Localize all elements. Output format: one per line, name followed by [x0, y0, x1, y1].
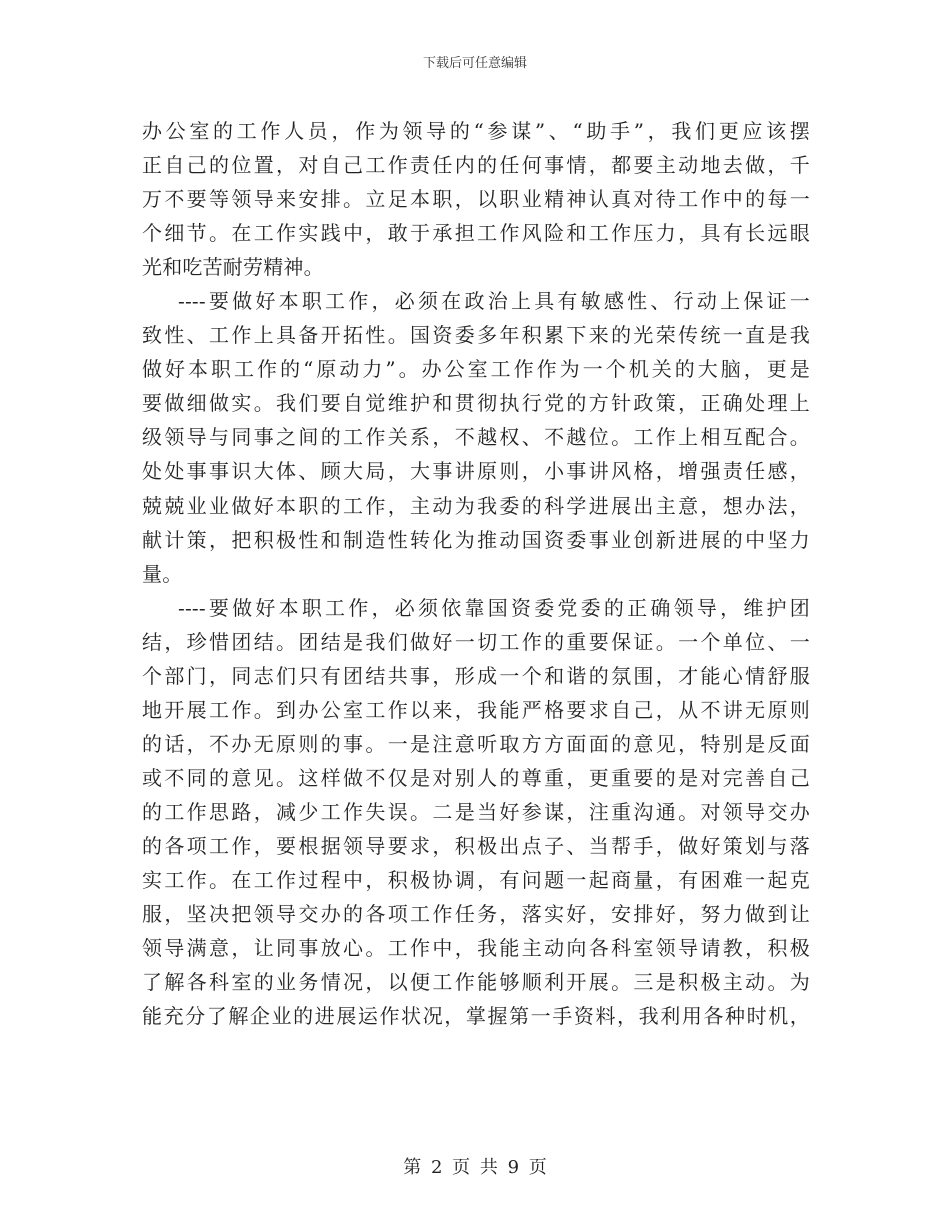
text-line: 处处事事识大体、顾大局，大事讲原则，小事讲风格，增强责任感， [142, 459, 810, 484]
text-line: 个细节。在工作实践中，敢于承担工作风险和工作压力，具有长远眼 [142, 221, 810, 246]
text-line: 量。 [142, 561, 183, 586]
text-line: 的话，不办无原则的事。一是注意听取方方面面的意见，特别是反面 [142, 731, 810, 756]
document-body [142, 114, 810, 1033]
page-number-footer: 第 2 页 共 9 页 [403, 1157, 547, 1178]
paragraph [142, 591, 810, 1034]
text-line: 能充分了解企业的进展运作状况，掌握第一手资料，我利用各种时机， [142, 1004, 810, 1029]
text-line: 领导满意，让同事放心。工作中，我能主动向各科室领导请教，积极 [142, 936, 810, 961]
text-line: 做好本职工作的“原动力”。办公室工作作为一个机关的大脑，更是 [142, 357, 810, 382]
text-line: ----要做好本职工作，必须依靠国资委党委的正确领导，维护团 [178, 595, 810, 620]
text-line: 服，坚决把领导交办的各项工作任务，落实好，安排好，努力做到让 [142, 902, 810, 927]
page-header: 下载后可任意编辑 [422, 56, 527, 71]
paragraph [142, 284, 810, 590]
text-line: 结，珍惜团结。团结是我们做好一切工作的重要保证。一个单位、一 [142, 629, 810, 654]
text-line: 正自己的位置，对自己工作责任内的任何事情，都要主动地去做，千 [142, 153, 810, 178]
text-line: 级领导与同事之间的工作关系，不越权、不越位。工作上相互配合。 [142, 425, 810, 450]
text-line: 兢兢业业做好本职的工作，主动为我委的科学进展出主意，想办法， [142, 493, 810, 518]
text-line: ----要做好本职工作，必须在政治上具有敏感性、行动上保证一 [178, 289, 810, 314]
text-line: 了解各科室的业务情况，以便工作能够顺利开展。三是积极主动。为 [142, 970, 810, 995]
paragraph [142, 114, 810, 284]
text-line: 个部门，同志们只有团结共事，形成一个和谐的氛围，才能心情舒服 [142, 663, 810, 688]
text-line: 要做细做实。我们要自觉维护和贯彻执行党的方针政策，正确处理上 [142, 391, 810, 416]
text-line: 实工作。在工作过程中，积极协调，有问题一起商量，有困难一起克 [142, 868, 810, 893]
text-line: 献计策，把积极性和制造性转化为推动国资委事业创新进展的中坚力 [142, 527, 810, 552]
text-line: 或不同的意见。这样做不仅是对别人的尊重，更重要的是对完善自己 [142, 765, 810, 790]
text-line: 办公室的工作人员，作为领导的“参谋”、“助手”，我们更应该摆 [142, 119, 810, 143]
text-line: 的各项工作，要根据领导要求，积极出点子、当帮手，做好策划与落 [142, 833, 810, 858]
text-line: 致性、工作上具备开拓性。国资委多年积累下来的光荣传统一直是我 [142, 323, 810, 348]
text-line: 万不要等领导来安排。立足本职，以职业精神认真对待工作中的每一 [142, 187, 810, 212]
text-line: 地开展工作。到办公室工作以来，我能严格要求自己，从不讲无原则 [142, 697, 810, 722]
text-line: 光和吃苦耐劳精神。 [142, 255, 324, 280]
text-line: 的工作思路，减少工作失误。二是当好参谋，注重沟通。对领导交办 [142, 799, 810, 824]
